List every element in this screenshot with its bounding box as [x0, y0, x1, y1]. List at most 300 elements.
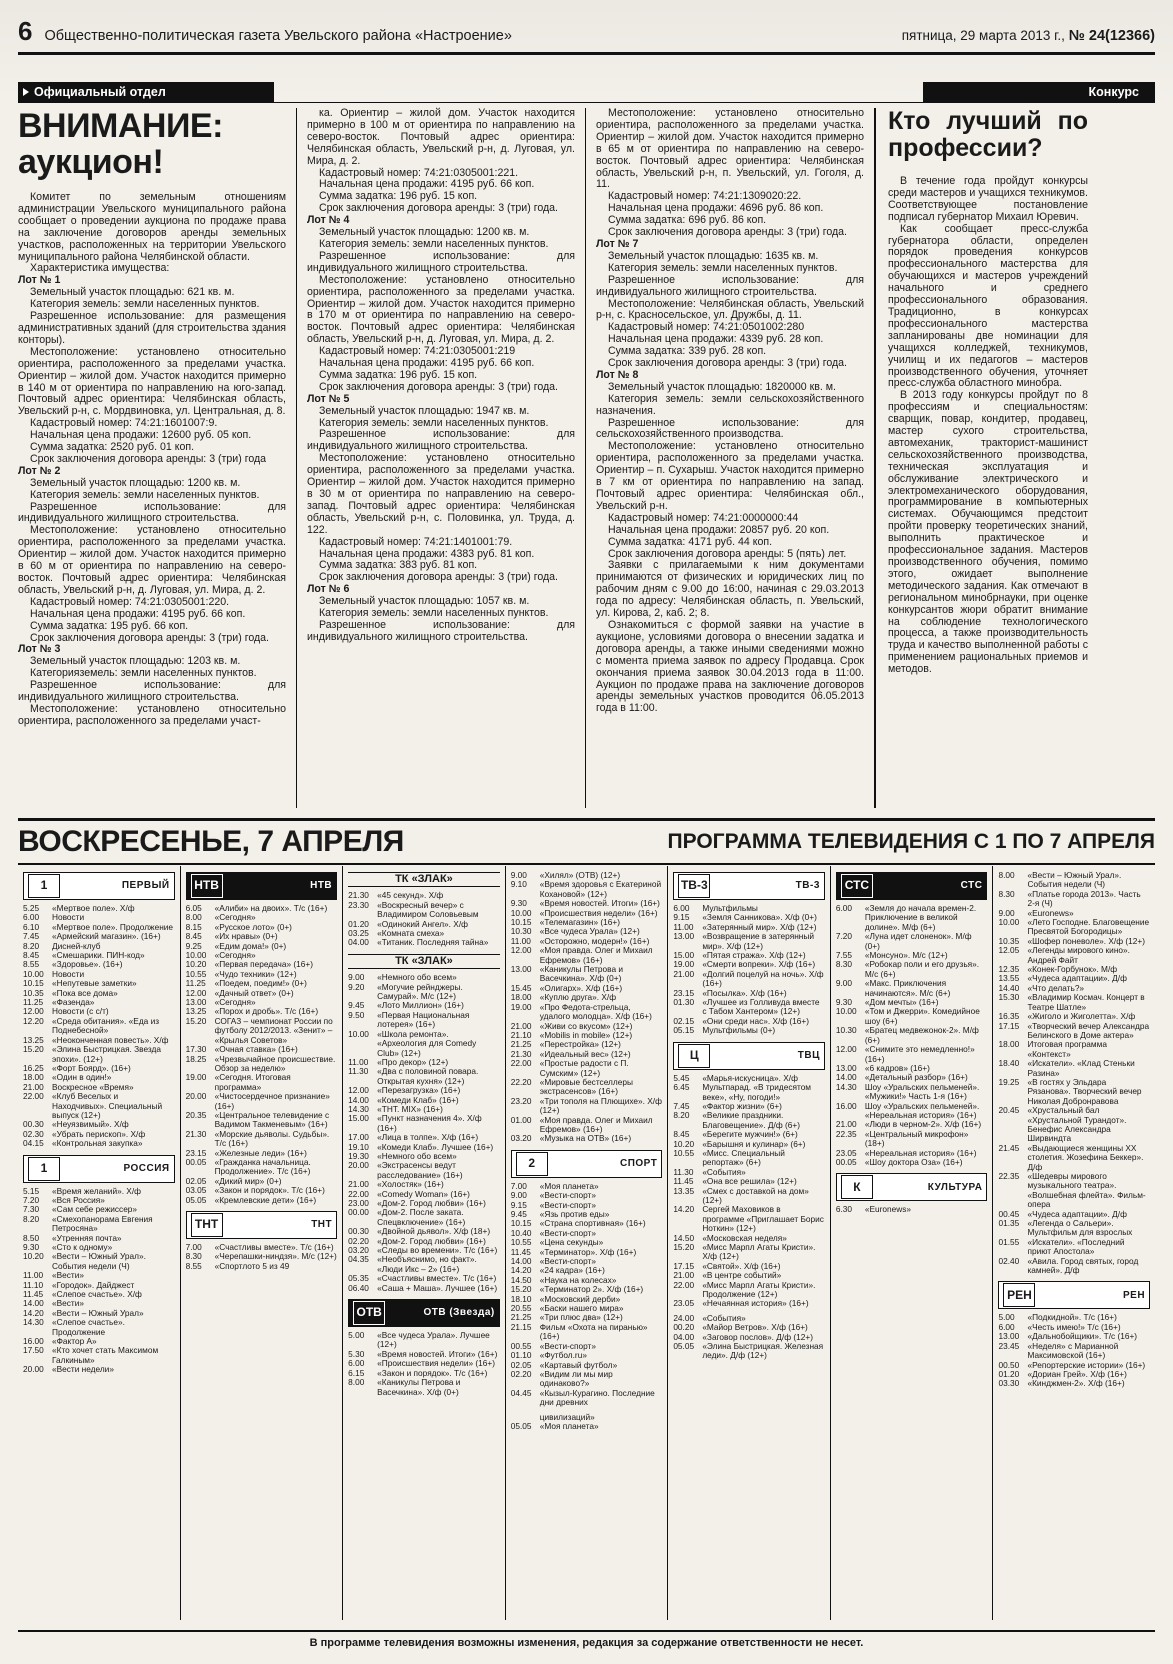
- tv-listing-time: 11.00: [348, 1056, 369, 1067]
- tv-listing-title: «Поедем, поедим!» (0+): [214, 978, 307, 989]
- tv-listing-time: 15.20: [185, 1015, 207, 1026]
- tv-listing-item: [998, 1106, 1150, 1144]
- tv-listing-title: «Утренняя почта»: [52, 1232, 122, 1243]
- tv-channel-header-rossiyak: [836, 1173, 988, 1201]
- tv-listing-title: «Форт Боярд». (16+): [52, 1062, 131, 1073]
- tv-listing-item: [511, 880, 663, 899]
- tv-listing-time: 14.00: [510, 1256, 532, 1267]
- article-paragraph: Кадастровый номер: 74:21:0305001:219: [319, 345, 516, 358]
- tv-listing-time: 20.55: [510, 1303, 532, 1314]
- tv-listing-item: [998, 1379, 1150, 1388]
- tv-listing-time: 9.00: [835, 978, 853, 989]
- section-bar-official: [18, 82, 274, 103]
- tv-listing-time: 22.35: [998, 1171, 1020, 1181]
- tv-listing-title: «Центральное телевидение с Вадимом Такменевым» (16+): [214, 1109, 330, 1130]
- tv-listing-time: 9.15: [510, 1199, 527, 1210]
- tv-listing-title: «Контрольная закупка»: [52, 1138, 143, 1149]
- section-rule: [18, 102, 1155, 103]
- article-paragraph: Категорияземель: земли населенных пунктов.: [30, 667, 257, 680]
- tv-listing-time: 10.20: [185, 959, 207, 970]
- tv-listing-time: 8.20: [23, 1213, 40, 1224]
- tv-listing-time: 05.05: [673, 1341, 695, 1352]
- tv-listing-time: 10.00: [185, 950, 207, 961]
- article-paragraph: Разрешенное использование: для сельскохозяйственного производства.: [596, 416, 864, 441]
- tv-column-4: [668, 866, 831, 1620]
- tv-listing-item: [511, 965, 663, 984]
- tv-listing-title: «Шофер поневоле». Х/ф (12+): [1027, 935, 1145, 946]
- tv-listing-time: 6.00: [23, 912, 40, 923]
- tv-listing-item: [186, 904, 338, 913]
- tv-listing-item: [673, 1026, 825, 1035]
- tv-listing-title: «Воскресный вечер» с Владимиром Соловьевым: [377, 899, 479, 920]
- article-paragraph: Сумма задатка: 696 руб. 86 коп.: [608, 214, 767, 227]
- tv-listing-title: «Чудо техники» (12+): [214, 968, 297, 979]
- tv-listing-title: Новости (с с/т): [52, 1006, 109, 1017]
- tv-column-0: [18, 866, 181, 1620]
- channel-logo-icon: ТВ-3: [678, 874, 710, 898]
- channel-name: ОТВ (Звезда): [423, 1307, 495, 1319]
- channel-name: ПЕРВЫЙ: [121, 880, 170, 892]
- tv-listing-title: «Смех с доставкой на дом» (12+): [702, 1185, 809, 1205]
- tv-program-grid: [18, 866, 1155, 1620]
- article-paragraph: Земельный участок площадью: 1057 кв. м.: [319, 595, 530, 608]
- tv-listing-item: [511, 1422, 663, 1431]
- tv-listing-title: «Вести»: [52, 1298, 84, 1309]
- tv-listing-time: 10.35: [23, 987, 44, 998]
- issue-number: № 24(12366): [1068, 28, 1155, 44]
- tv-listing-time: 00.30: [348, 1226, 369, 1237]
- article-paragraph: Разрешенное использование: для размещения административных зданий (для строительства здания конторы).: [18, 310, 286, 346]
- tv-column-3: [506, 866, 669, 1620]
- tv-listing-item: [348, 901, 500, 920]
- tv-listing-title: «Одинокий Ангел». Х/ф: [377, 918, 468, 929]
- tv-listing-title: «Вести – Южный Урал»: [52, 1307, 144, 1318]
- tv-listing-time: 9.30: [510, 898, 527, 909]
- tv-listing-time: 5.00: [348, 1330, 365, 1341]
- tv-listing-time: 6.45: [673, 1082, 690, 1093]
- tv-listing-item: [23, 1290, 175, 1299]
- tv-listing-title: «Кремлевские дети» (16+): [214, 1194, 317, 1205]
- tv-listing-time: 13.25: [185, 1006, 207, 1017]
- article-paragraph: Начальная цена продажи: 4195 руб. 66 коп.: [319, 357, 535, 370]
- tv-listing-time: 9.20: [348, 981, 365, 992]
- tv-listing-time: 00.00: [348, 1207, 369, 1218]
- tv-channel-header-tnt: [186, 1211, 338, 1239]
- article-paragraph: Сумма задатка: 383 руб. 81 коп.: [319, 559, 478, 572]
- tv-listing-item: [348, 1284, 500, 1293]
- tv-listing-item: [186, 1158, 338, 1177]
- tv-listing-time: 9.30: [23, 1242, 40, 1252]
- tv-listing-time: 15.00: [673, 950, 695, 961]
- tv-listing-time: 8.20: [23, 940, 40, 951]
- tv-listing-title: Новости: [52, 968, 85, 979]
- tv-listing-item: [348, 1011, 500, 1030]
- channel-logo-icon: К: [841, 1175, 873, 1199]
- tv-listing-time: 11.00: [23, 1270, 44, 1281]
- tv-listing-title: «Все чудеса Урала» (12+): [539, 926, 640, 937]
- tv-listing-time: 8.15: [185, 921, 202, 932]
- tv-listing-time: 18.00: [998, 1039, 1020, 1050]
- page-number: 6: [18, 16, 33, 46]
- tv-channel-header-sts: [836, 872, 988, 900]
- article-paragraph: Кадастровый номер: 74:21:1601007:9.: [30, 417, 218, 430]
- tv-listing-title: «Снимите это немедленно!» (16+): [864, 1044, 975, 1064]
- tv-listing-title: «Время здоровья с Екатериной Кохановой» (12+): [539, 879, 662, 899]
- tv-column-2: [343, 866, 506, 1620]
- tv-listing-item: [836, 1130, 988, 1149]
- tv-listing-title: «Майор Ветров». Х/ф (16+): [702, 1322, 808, 1333]
- tv-listing-time: 04.45: [510, 1387, 532, 1398]
- tv-listing-time: 21.25: [510, 1312, 532, 1323]
- tv-listing-title: «Городок». Дайджест: [52, 1279, 135, 1290]
- tv-listing-title: Мультфильмы: [702, 903, 758, 913]
- triangle-icon: [23, 88, 29, 96]
- tv-listing-time: 13.00: [510, 964, 532, 975]
- tv-listing-time: 02.20: [510, 1368, 532, 1379]
- tv-listing-title: Фильм «Охота на пиранью» (16+): [539, 1321, 648, 1342]
- article-paragraph: Лот № 5: [307, 392, 350, 405]
- tv-listing-title: «Лето Господне. Благовещение Пресвятой Богородицы»: [1027, 917, 1150, 937]
- tv-listing-item: [836, 1205, 988, 1214]
- article-paragraph: Срок заключения договора аренды: 3 (три) года.: [319, 380, 559, 393]
- tv-listing-title: «Конек-Горбунок». М/ф: [1027, 964, 1118, 975]
- tv-channel-header-tv3: [673, 872, 825, 900]
- tv-listing-title: «Хилял» (ОТВ) (12+): [539, 870, 621, 880]
- tv-listing-time: 04.15: [23, 1138, 44, 1149]
- tv-listing-title: «Заговор послов». Д/ф (12+): [702, 1331, 813, 1342]
- tv-listing-title: «Музыка на ОТВ» (16+): [539, 1133, 632, 1144]
- article-paragraph: Кадастровый номер: 74:21:0000000:44: [608, 511, 799, 524]
- tv-listing-time: 14.50: [510, 1274, 532, 1285]
- tv-listing-title: «Euronews»: [1027, 907, 1074, 918]
- article-paragraph: Срок заключения договора аренды: 3 (три) года.: [30, 631, 270, 644]
- tv-listing-time: 15.45: [510, 982, 532, 993]
- tv-listing-title: «Один в один!»: [52, 1072, 112, 1083]
- tv-listing-title: «Футбол.ru»: [539, 1350, 587, 1361]
- tv-listing-time: 14.30: [23, 1317, 44, 1328]
- tv-listing-time: 10.30: [835, 1025, 857, 1036]
- article-paragraph: Земельный участок площадью: 1820000 кв. м.: [608, 380, 836, 393]
- tv-listing-time: 9.30: [835, 997, 853, 1008]
- tv-listing-title: «Происшествия недели» (16+): [377, 1358, 495, 1369]
- tv-listing-item: [186, 1130, 338, 1149]
- tv-listing-title: «Затерянный мир». Х/ф (12+): [702, 921, 817, 932]
- tv-listing-title: «Комната смеха»: [377, 928, 445, 939]
- tv-listing-item: [998, 1144, 1150, 1172]
- tv-listing-time: 9.00: [510, 1190, 527, 1201]
- tv-listing-item: [836, 1045, 988, 1064]
- tv-listing-title: «Закон и порядок». Т/с (16+): [377, 1367, 488, 1378]
- tv-listing-title: «Кызыл-Курагино. Последние дни древних: [539, 1387, 655, 1408]
- tv-listing-time: 04.00: [348, 937, 369, 948]
- tv-listing-title: «Происшествия недели» (16+): [539, 907, 658, 918]
- tv-listing-item: [998, 918, 1150, 937]
- tv-listing-title: «Комеди Клаб» (16+): [377, 1094, 459, 1105]
- tv-listing-title: «Вести-спорт»: [539, 1256, 596, 1267]
- tv-listing-time: 01.20: [348, 918, 369, 929]
- article-paragraph: Сумма задатка: 4171 руб. 44 коп.: [608, 535, 773, 548]
- tv-listing-title: «Платье города 2013». Часть 2-я (Ч): [1027, 888, 1141, 909]
- tv-listing-item: [673, 998, 825, 1017]
- tv-listing-title: «Мисс. Специальный репортаж» (6+): [702, 1147, 785, 1168]
- tv-listing-time: 21.15: [510, 1321, 532, 1332]
- tv-listing-title: «Их нравы» (0+): [214, 931, 278, 942]
- tv-listing-time: 23.05: [673, 1298, 695, 1309]
- tv-listing-time: 22.00: [23, 1091, 44, 1102]
- tv-listing-time: 7.45: [23, 931, 40, 942]
- tv-listing-time: 11.00: [673, 921, 694, 932]
- tv-listing-time: 8.30: [185, 1251, 202, 1262]
- tv-listing-item: [348, 983, 500, 1002]
- tv-listing-time: 21.00: [23, 1081, 44, 1092]
- tv-listing-time: 7.55: [835, 950, 853, 961]
- tv-listing-title: «Легенда о Сальери». Мультфильм для взрослых: [1027, 1218, 1133, 1238]
- tv-listing-item: [23, 1318, 175, 1337]
- tv-listing-time: 05.35: [348, 1273, 369, 1284]
- tv-listing-item: [186, 1055, 338, 1074]
- top-article-area: [18, 108, 1155, 808]
- tv-listing-title: «Куплю друга». Х/ф: [539, 992, 617, 1003]
- article-paragraph: Кадастровый номер: 74:21:0501002:280: [608, 321, 805, 334]
- tv-listing-title: «Слепое счастье». Х/ф: [52, 1289, 142, 1300]
- article-paragraph: Кадастровый номер: 74:21:0305001:220.: [30, 595, 230, 608]
- tv-listing-title: «Чрезвычайное происшествие. Обзор за неделю»: [214, 1053, 336, 1073]
- contest-paragraph: В течение года пройдут конкурсы среди мастеров и учащихся техникумов. Соответствующее постановление подписал губернатор Михаил Юревич.: [888, 175, 1088, 223]
- tv-listing-time: 6.30: [835, 1204, 853, 1215]
- tv-listing-title: «Баски нашего мира»: [539, 1303, 624, 1314]
- tv-listing-time: 17.15: [998, 1020, 1020, 1031]
- tv-listing-time: 7.00: [185, 1242, 202, 1252]
- tv-listing-time: 13.55: [998, 973, 1020, 984]
- tv-listing-title: «Комеди Клаб». Лучшее (16+): [377, 1141, 494, 1152]
- article-paragraph: Категория земель: земли населенных пунктов.: [319, 237, 549, 250]
- tv-channel-header-rossiya2: [511, 1150, 663, 1178]
- tv-listing-time: 6.00: [673, 903, 690, 913]
- article-paragraph: Местоположение: установлено относительно ориентира, расположенного за пределами участка. Ориентир – жилой дом. Участок находится примерно в 60 м от ориентира по направлению на северо-восток. Почтовый адрес ориентира: Челябинская область, Увельский р-н, д. Луговая, ул. Мира, д. 2.: [18, 524, 286, 596]
- tv-listing-title: «Осторожно, модерн!» (16+): [539, 935, 650, 946]
- tv-listing-item: [511, 1389, 663, 1408]
- tv-day-title: ВОСКРЕСЕНЬЕ, 7 АПРЕЛЯ: [18, 825, 404, 858]
- tv-listing-time: 19.25: [998, 1076, 1020, 1087]
- tv-listing-time: 00.05: [835, 1156, 857, 1167]
- article-paragraph: Лот № 7: [596, 237, 639, 250]
- masthead: [18, 16, 1155, 50]
- article-paragraph: Местоположение: установлено относительно ориентира, расположенного за пределами участка. Ориентир – п. Сухарыш. Участок находится примерно в 7 км от ориентира по направлению на запад. Почтовый адрес ориентира: Челябинская обл., Увельский р-н.: [596, 440, 864, 512]
- tv-listing-title: Шоу «Уральских пельменей». «Нереальная история» (16+): [864, 1100, 980, 1120]
- tv-listing-item: [836, 1007, 988, 1026]
- tv-listing-title: «Дикий мир» (0+): [214, 1175, 282, 1186]
- tv-listing-time: 11.45: [673, 1176, 694, 1187]
- tv-listing-title: «Нечаянная история» (16+): [702, 1298, 809, 1309]
- tv-listing-title: «Нереальная история» (16+): [864, 1147, 977, 1158]
- tv-listing-item: [836, 904, 988, 932]
- tv-listing-item: [23, 904, 175, 913]
- tv-listing-time: 01.20: [998, 1368, 1020, 1379]
- tv-listing-item: [836, 932, 988, 951]
- tv-listing-title: «Картавый футбол»: [539, 1359, 618, 1370]
- tv-listing-title: «Кто хочет стать Максимом Галкиным»: [52, 1345, 159, 1365]
- tv-listing-time: 10.00: [348, 1028, 369, 1039]
- tv-listing-title: «Три плюс два» (12+): [539, 1312, 623, 1323]
- tv-listing-title: «Мертвое поле». Продолжение: [52, 921, 174, 932]
- article-paragraph: Земельный участок площадью: 1947 кв. м.: [319, 404, 530, 417]
- tv-channel-header-otv: [348, 1299, 500, 1327]
- tv-listing-item: [673, 1243, 825, 1262]
- article-paragraph: Категория земель: земли населенных пунктов.: [319, 607, 549, 620]
- contest-paragraph: Как сообщает пресс-служба губернатора области, определен порядок проведения конкурсов профессионального мастерства для обучающихся и мастеров учреждений начального и среднего профессионального образования. Традиционно, в конкурсах профессионального мастерства запланированы две номинации для учащихся колледжей, техникумов, училищ и их педагогов – мастеров производственного обучения, уточняет пресс-служба областного минобра.: [888, 222, 1088, 390]
- tv-listing-item: [348, 938, 500, 947]
- tv-listing-time: 15.30: [998, 992, 1020, 1003]
- tv-channel-header-pervyy: [23, 872, 175, 900]
- article-paragraph: Срок заключения договора аренды: 3 (три) года.: [608, 226, 848, 239]
- tv-listing-title: «Том и Джерри». Комедийное шоу (6+): [864, 1006, 980, 1026]
- tv-listing-title: «Посылка». Х/ф (16+): [702, 987, 787, 998]
- tv-listing-title: «Чудеса адаптации». Д/ф: [1027, 973, 1127, 984]
- article-paragraph: Срок заключения договора аренды: 5 (пять) лет.: [608, 547, 847, 560]
- article-paragraph: Категория земель: земли населенных пунктов.: [319, 416, 549, 429]
- tv-listing-title: «Марья-искусница». Х/ф: [702, 1072, 798, 1083]
- article-paragraph: Срок заключения договора аренды: 3 (три) года.: [319, 571, 559, 584]
- article-paragraph: Сумма задатка: 196 руб. 15 коп.: [319, 368, 478, 381]
- tv-listing-time: 18.00: [510, 992, 532, 1003]
- tv-listing-title: «Двойной дьявол». Х/ф (18+): [377, 1226, 491, 1237]
- tv-listing-title: «Вся Россия»: [52, 1194, 105, 1205]
- tv-listing-title: «Элина Быстрицкая. Железная леди». Д/ф (12+): [702, 1341, 824, 1361]
- tv-listing-title: «Вести»: [52, 1270, 84, 1281]
- tv-listing-time: 12.00: [510, 945, 532, 956]
- tv-listing-title: «Счастливы вместе». Т/с (16+): [214, 1242, 334, 1252]
- tv-listing-time: 10.00: [835, 1006, 857, 1017]
- tv-listing-item: [673, 1342, 825, 1361]
- article-paragraph: Заявки с прилагаемыми к ним документами принимаются от физических и юридических лиц по рабочим дням с 9.00 до 16:00, начиная с 29.03.2013 года по адресу: Челябинская область, п. Увельский, ул. Кирова, 2, каб. 2; 8.: [596, 559, 864, 620]
- tv-listing-title: «Чудеса адаптации». Д/ф: [1027, 1208, 1127, 1219]
- tv-listing-title: СОГАЗ – чемпионат России по футболу 2012/2013. «Зенит» – «Крылья Советов»: [214, 1015, 333, 1045]
- tv-listing-item: [186, 1196, 338, 1205]
- tv-listing-item: [673, 932, 825, 951]
- tv-listing-title: «Выдающиеся женщины XX столетия. Жозефина Беккер». Д/ф: [1027, 1142, 1144, 1172]
- tv-listing-title: «Моя планета»: [539, 1420, 599, 1431]
- tv-listing-time: 23.30: [348, 899, 369, 910]
- tv-listing-title: Новости: [52, 912, 85, 923]
- tv-listing-title: «Алиби» на двоих». Т/с (16+): [214, 903, 328, 913]
- tv-listing-item: [348, 1030, 500, 1058]
- article-paragraph: Местоположение: установлено относительно ориентира, расположенного за пределами участка. Ориентир – жилой дом. Участок находится примерно в 65 м от ориентира по направлению на северо-восток. Почтовый адрес ориентира: Челябинская область, Увельский р-н, п. Увельский, ул. Гоголя, д. 11.: [596, 107, 864, 191]
- tv-listing-time: 20.00: [348, 1160, 369, 1171]
- tv-listing-time: 23.05: [835, 1147, 857, 1158]
- tv-listing-time: 5.30: [348, 1348, 365, 1359]
- tv-listing-time: 14.40: [998, 982, 1020, 993]
- tv-listing-time: 21.30: [185, 1128, 207, 1139]
- article-paragraph: Лот № 2: [18, 464, 61, 477]
- tv-listing-title: «Каникулы Петрова и Васечкина». Х/ф (0+): [377, 1377, 461, 1397]
- tv-listing-time: 6.00: [835, 903, 853, 913]
- tv-listing-time: 17.00: [348, 1132, 369, 1143]
- tv-listing-time: 22.20: [510, 1076, 532, 1087]
- tv-listing-title: «Пока все дома»: [52, 987, 118, 998]
- tv-listing-time: 23.15: [185, 1147, 207, 1158]
- tv-listing-time: 01.10: [510, 1350, 532, 1361]
- tv-listing-time: 10.15: [510, 1218, 532, 1229]
- tv-listing-time: 10.35: [998, 935, 1020, 946]
- tv-listing-time: 11.30: [673, 1166, 694, 1177]
- tv-footer-note: В программе телевидения возможны изменения, редакция за содержание ответственности не несет.: [18, 1630, 1155, 1654]
- tv-listing-title: «Очная ставка» (16+): [214, 1044, 298, 1055]
- article-paragraph: Начальная цена продажи: 4195 руб. 66 коп.: [319, 178, 535, 191]
- tv-listing-title: «Кинджмен-2». Х/ф (16+): [1027, 1378, 1125, 1389]
- tv-listing-title: «Про декор» (12+): [377, 1056, 449, 1067]
- tv-listing-title: «Монсуно». М/с (12+): [864, 950, 948, 961]
- tv-listing-title: «Братец медвежонок-2». М/ф (6+): [864, 1025, 979, 1045]
- tv-listing-title: «Мисс Марпл Агаты Кристи». Х/ф (12+): [702, 1242, 816, 1262]
- tv-listing-time: 23.20: [510, 1095, 532, 1106]
- tv-listing-time: 23.00: [348, 1198, 369, 1208]
- tv-listing-time: 15.20: [23, 1044, 44, 1055]
- tv-listing-title: «Холостяк» (16+): [377, 1179, 444, 1190]
- tv-listing-time: 13.35: [673, 1185, 695, 1196]
- tv-listing-time: 04.35: [348, 1254, 369, 1265]
- tv-listing-title: «Comedy Woman» (16+): [377, 1188, 470, 1199]
- tv-listing-time: 14.50: [673, 1232, 695, 1243]
- tv-listing-time: 8.30: [835, 959, 853, 970]
- tv-listing-item: [348, 1378, 500, 1397]
- article-paragraph: Земельный участок площадью: 1635 кв. м.: [608, 249, 819, 262]
- tv-listing-title: «Армейский магазин». (16+): [52, 931, 161, 942]
- tv-listing-time: 00.55: [510, 1340, 532, 1351]
- tv-listing-item: [836, 1083, 988, 1102]
- tv-listing-time: 17.30: [185, 1044, 207, 1055]
- channel-logo-icon: 1: [28, 1157, 60, 1181]
- tv-listing-title: «Жиголо и Жиголетта». Х/ф: [1027, 1011, 1136, 1022]
- article-paragraph: Сумма задатка: 195 руб. 66 коп.: [30, 619, 189, 632]
- tv-listing-title: цивилизаций»: [539, 1411, 595, 1422]
- tv-listing-title: «Святой». Х/ф (16+): [702, 1260, 781, 1271]
- channel-logo-icon: РЕН: [1003, 1283, 1035, 1307]
- tv-listing-title: «Среда обитания». «Еда из Поднебесной»: [52, 1015, 160, 1036]
- tv-listing-time: 01.00: [510, 1114, 532, 1125]
- tv-listing-title: «Терминатор». Х/ф (16+): [539, 1246, 637, 1257]
- article-paragraph: Срок заключения договора аренды: 3 (три) года.: [608, 357, 848, 370]
- article-paragraph: Срок заключения договора аренды: 3 (три) года.: [319, 202, 559, 215]
- tv-listing-title: «Вести-спорт»: [539, 1340, 596, 1351]
- tv-listing-title: «Мировые бестселлеры экстрасенсов» (16+): [539, 1076, 633, 1097]
- tv-listing-title: «Спортлото 5 из 49: [214, 1260, 290, 1271]
- tv-listing-title: «Сегодня»: [214, 950, 256, 961]
- tv-listing-time: 10.55: [673, 1147, 695, 1158]
- tv-listing-time: 01.30: [673, 997, 695, 1008]
- tv-listing-time: 17.15: [673, 1260, 695, 1271]
- article-paragraph: Лот № 6: [307, 583, 350, 596]
- article-paragraph: Разрешенное использование: для индивидуального жилищного строительства.: [307, 428, 575, 453]
- tv-listing-time: 00.50: [998, 1359, 1020, 1370]
- tv-listing-title: «Дом-2. Город любви» (16+): [377, 1198, 486, 1208]
- tv-listing-item: [998, 871, 1150, 890]
- article-paragraph: Земельный участок площадью: 1200 кв. м.: [319, 226, 530, 239]
- tv-listing-title: «Euronews»: [864, 1204, 912, 1215]
- tv-listing-time: 6.00: [348, 1358, 365, 1369]
- section-label-left: Официальный отдел: [34, 85, 166, 99]
- channel-logo-icon: Ц: [678, 1044, 710, 1068]
- tv-listing-title: «Сам себе режиссер»: [52, 1204, 138, 1215]
- tv-listing-time: 23.45: [998, 1340, 1020, 1351]
- tv-listing-time: 5.45: [673, 1072, 690, 1083]
- article-paragraph: Разрешенное использование: для индивидуального жилищного строительства.: [18, 500, 286, 525]
- tv-listing-title: «Здоровье». (16+): [52, 959, 123, 970]
- tv-listing-time: 8.30: [998, 888, 1015, 899]
- tv-listing-time: 15.20: [510, 1284, 532, 1295]
- tv-listing-time: 11.45: [510, 1246, 531, 1257]
- tv-listing-title: «Дориан Грей». Х/ф (16+): [1027, 1368, 1127, 1379]
- article-paragraph: Местоположение: установлено относительно ориентира, расположенного за пределами участка. Ориентир – жилой дом. Участок находится примерно в 140 м от ориентира по направлению на юго-запад. Почтовый адрес ориентира: Челябинская область, Увельский р-н, с. Мордвиновка, ул. Центральная, д. 8.: [18, 345, 286, 418]
